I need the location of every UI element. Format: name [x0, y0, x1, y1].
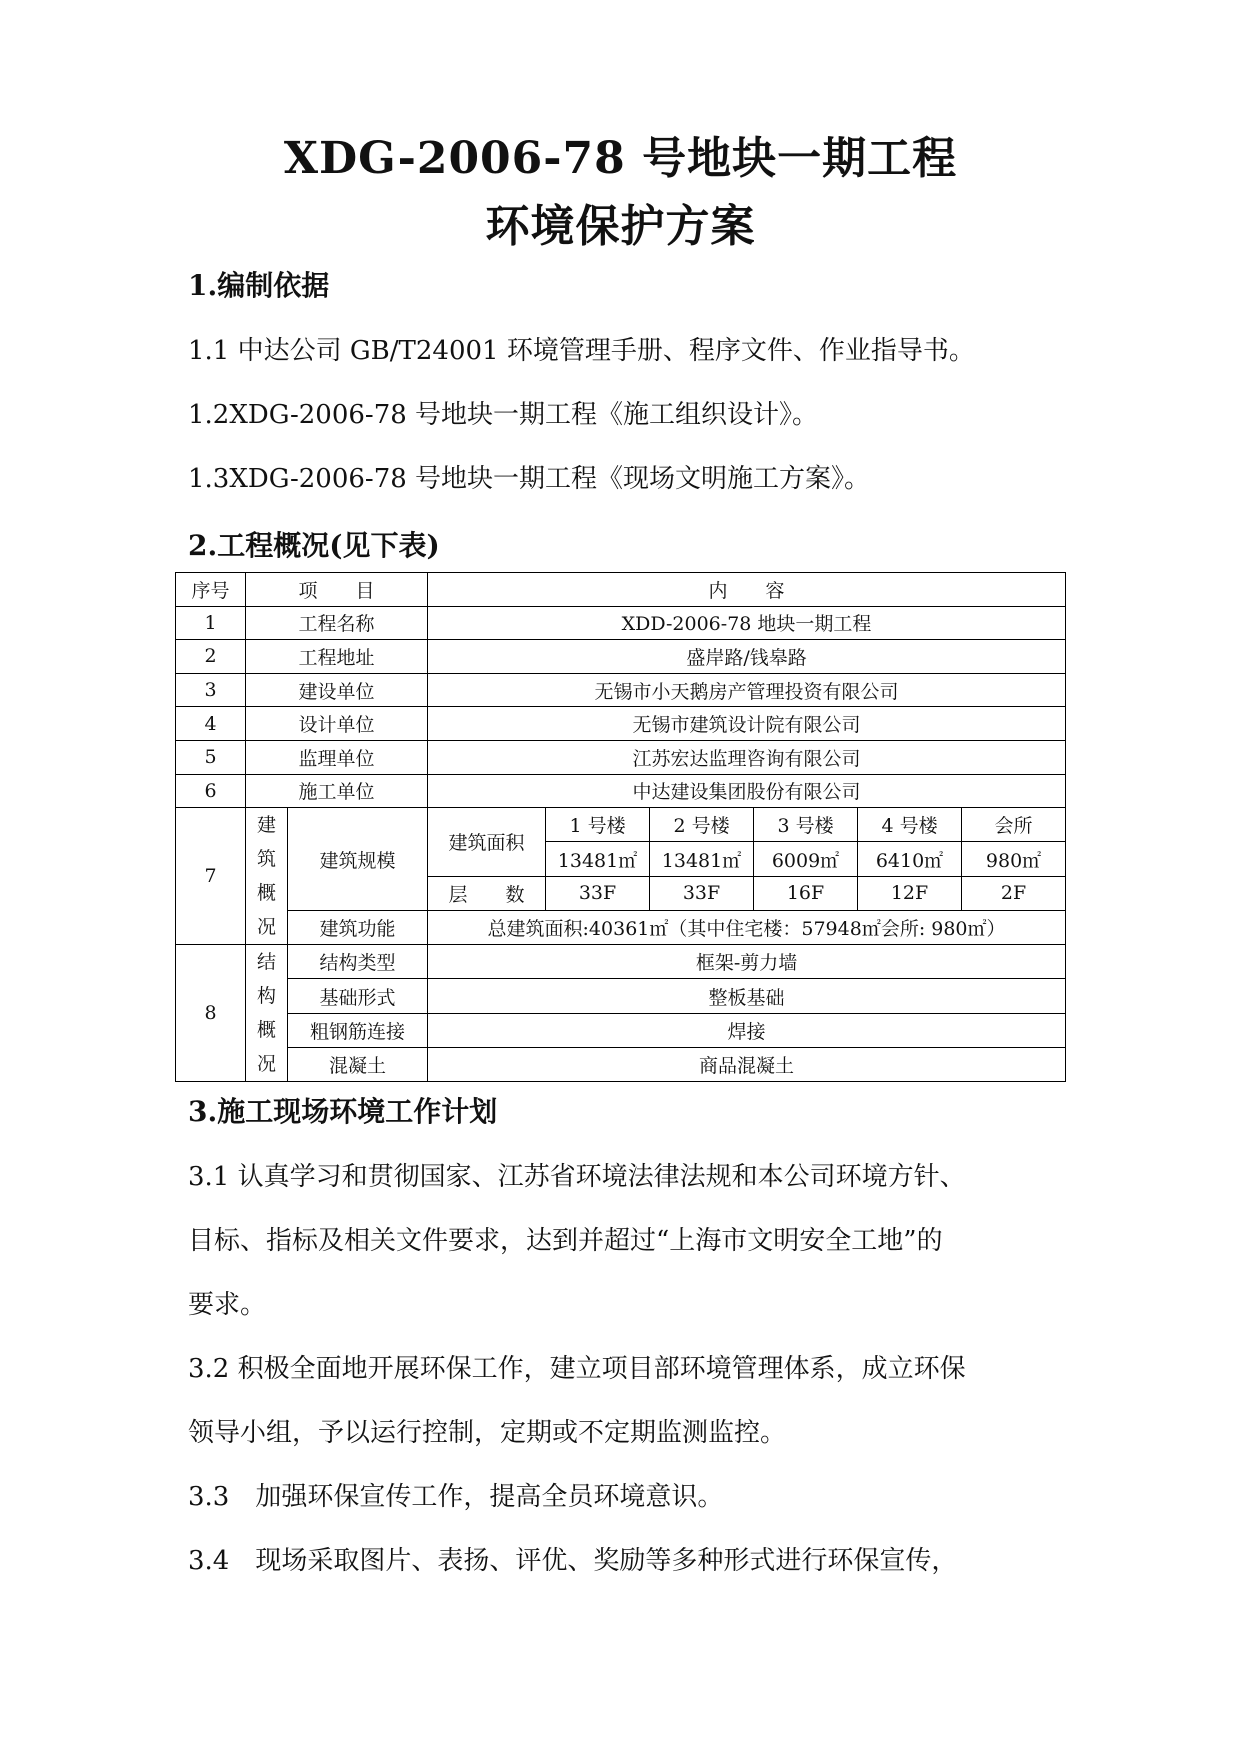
- row-content: 无锡市建筑设计院有限公司: [428, 707, 1066, 741]
- section3-line: 3.1 认真学习和贯彻国家、江苏省环境法律法规和本公司环境方针、: [188, 1162, 966, 1192]
- row-number: 2: [176, 640, 246, 674]
- section3-line: 目标、指标及相关文件要求，达到并超过“上海市文明安全工地”的: [188, 1226, 943, 1256]
- structure-item-label: 基础形式: [288, 979, 428, 1013]
- table-row: [176, 910, 1066, 944]
- table-row: [176, 606, 1066, 640]
- row-content: 无锡市小天鹅房产管理投资有限公司: [428, 673, 1066, 707]
- table-row: [176, 673, 1066, 707]
- table-row: [176, 1013, 1066, 1047]
- row-item: 设计单位: [246, 707, 428, 741]
- table-row: [176, 808, 1066, 842]
- building-name: 1 号楼: [546, 808, 650, 842]
- row-item: 建设单位: [246, 673, 428, 707]
- row-content: 江苏宏达监理咨询有限公司: [428, 740, 1066, 774]
- building-floors: 12F: [858, 876, 962, 910]
- table-row: [176, 740, 1066, 774]
- section3-line: 3.3 加强环保宣传工作，提高全员环境意识。: [188, 1482, 724, 1512]
- building-name: 2 号楼: [650, 808, 754, 842]
- structure-item-value: 框架-剪力墙: [428, 945, 1066, 979]
- section2-heading: 2.工程概况(见下表): [188, 529, 440, 562]
- table-row: [176, 707, 1066, 741]
- building-floors: 16F: [754, 876, 858, 910]
- section3-line: 领导小组，予以运行控制，定期或不定期监测监控。: [188, 1418, 787, 1448]
- group-label-structure: 结 构 概 况: [246, 945, 288, 1082]
- row-number: 8: [176, 945, 246, 1082]
- structure-item-label: 混凝土: [288, 1047, 428, 1081]
- building-name: 4 号楼: [858, 808, 962, 842]
- group-label-building: 建 筑 概 况: [246, 808, 288, 945]
- row-item: 工程名称: [246, 606, 428, 640]
- table-row: [176, 774, 1066, 808]
- building-function-label: 建筑功能: [288, 910, 428, 944]
- section1-item: 1.1 中达公司 GB/T24001 环境管理手册、程序文件、作业指导书。: [188, 336, 975, 366]
- structure-item-label: 粗钢筋连接: [288, 1013, 428, 1047]
- row-content: 盛岸路/钱皋路: [428, 640, 1066, 674]
- row-content: XDD-2006-78 地块一期工程: [428, 606, 1066, 640]
- header-cell: 项 目: [246, 573, 428, 607]
- section1-item: 1.2XDG-2006-78 号地块一期工程《施工组织设计》。: [188, 400, 819, 430]
- row-item: 监理单位: [246, 740, 428, 774]
- building-area: 980㎡: [962, 842, 1066, 876]
- floors-label: 层 数: [428, 876, 546, 910]
- building-area: 6009㎡: [754, 842, 858, 876]
- section3-line: 3.4 现场采取图片、表扬、评优、奖励等多种形式进行环保宣传，: [188, 1546, 958, 1576]
- row-number: 6: [176, 774, 246, 808]
- table-row: [176, 640, 1066, 674]
- building-floors: 33F: [546, 876, 650, 910]
- building-area-label: 建筑面积: [428, 808, 546, 877]
- building-area: 13481㎡: [650, 842, 754, 876]
- structure-item-value: 整板基础: [428, 979, 1066, 1013]
- building-floors: 33F: [650, 876, 754, 910]
- building-scale-label: 建筑规模: [288, 808, 428, 911]
- building-area: 13481㎡: [546, 842, 650, 876]
- header-cell: 序号: [176, 573, 246, 607]
- structure-item-value: 焊接: [428, 1013, 1066, 1047]
- building-function-value: 总建筑面积:40361㎡（其中住宅楼：57948㎡会所: 980㎡）: [428, 910, 1066, 944]
- row-number: 4: [176, 707, 246, 741]
- section1-heading: 1.编制依据: [188, 269, 330, 302]
- table-header-row: [176, 573, 1066, 607]
- document-subtitle: 环境保护方案: [485, 201, 756, 252]
- table-row: [176, 979, 1066, 1013]
- structure-item-value: 商品混凝土: [428, 1047, 1066, 1081]
- document-title: XDG-2006-78 号地块一期工程: [283, 133, 958, 184]
- building-name: 3 号楼: [754, 808, 858, 842]
- row-number: 5: [176, 740, 246, 774]
- section3-line: 要求。: [188, 1290, 267, 1320]
- section3-heading: 3.施工现场环境工作计划: [188, 1095, 498, 1128]
- row-item: 施工单位: [246, 774, 428, 808]
- row-item: 工程地址: [246, 640, 428, 674]
- row-content: 中达建设集团股份有限公司: [428, 774, 1066, 808]
- row-number: 3: [176, 673, 246, 707]
- section1-item: 1.3XDG-2006-78 号地块一期工程《现场文明施工方案》。: [188, 464, 871, 494]
- building-name: 会所: [962, 808, 1066, 842]
- structure-item-label: 结构类型: [288, 945, 428, 979]
- building-area: 6410㎡: [858, 842, 962, 876]
- building-floors: 2F: [962, 876, 1066, 910]
- row-number: 7: [176, 808, 246, 945]
- row-number: 1: [176, 606, 246, 640]
- project-overview-table: [175, 572, 1066, 1082]
- table-row: [176, 1047, 1066, 1081]
- section3-line: 3.2 积极全面地开展环保工作，建立项目部环境管理体系，成立环保: [188, 1354, 966, 1384]
- table-row: [176, 945, 1066, 979]
- header-cell: 内 容: [428, 573, 1066, 607]
